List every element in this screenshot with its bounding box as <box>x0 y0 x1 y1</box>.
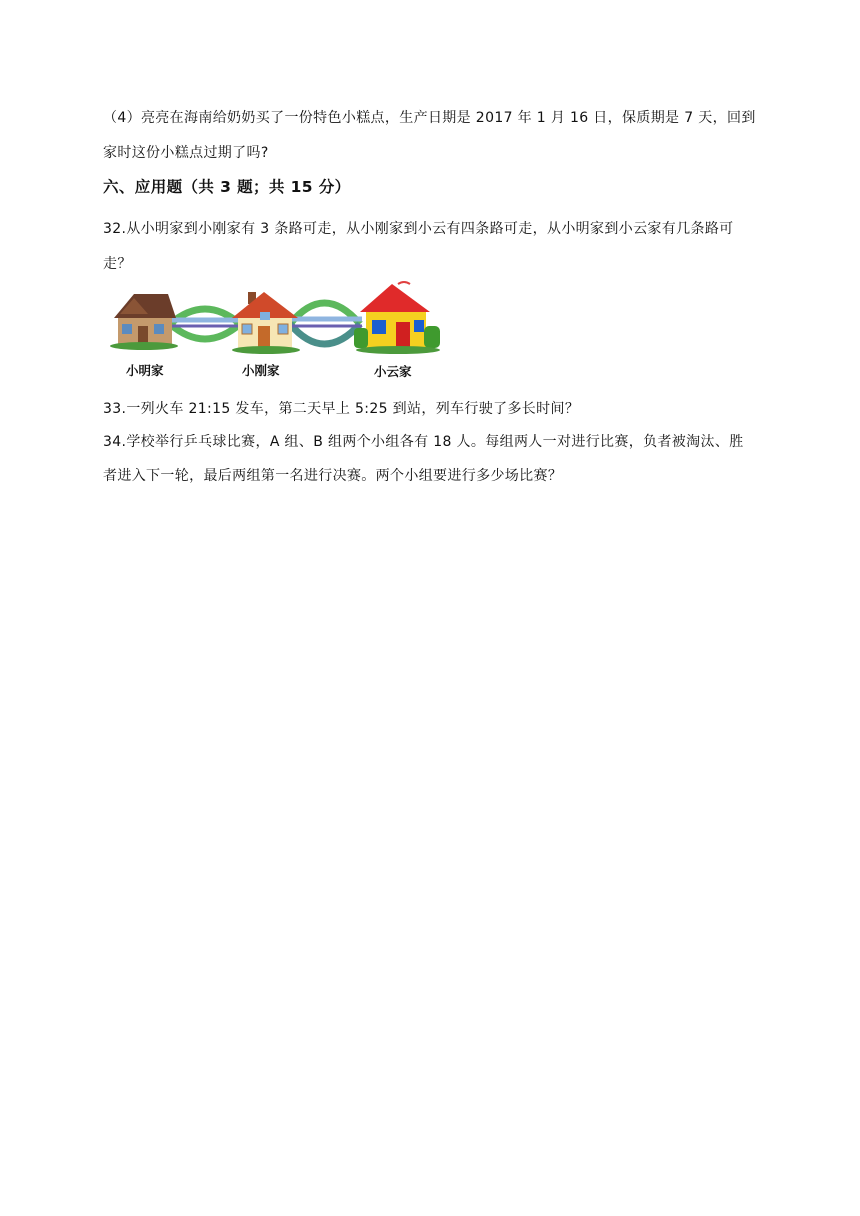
house-xiaogang-icon <box>232 292 300 354</box>
q33-text: 33.一列火车 21:15 发车，第二天早上 5:25 到站，列车行驶了多长时间？ <box>103 401 580 417</box>
route-illustration <box>108 280 448 382</box>
route-illustration-svg <box>108 280 448 382</box>
q32-line2: 走？ <box>103 256 132 272</box>
house-xiaoyun-icon <box>354 282 440 354</box>
label-xiaoyun: 小云家 <box>374 364 412 379</box>
q32-line1: 32.从小明家到小刚家有 3 条路可走，从小刚家到小云有四条路可走，从小明家到小云家有几条路可 <box>103 221 734 237</box>
label-xiaogang: 小刚家 <box>242 363 280 378</box>
label-xiaoming: 小明家 <box>126 363 164 378</box>
q31-part4-line2: 家时这份小糕点过期了吗? <box>103 145 269 161</box>
house-xiaoming-icon <box>110 294 178 350</box>
q31-part4-line1: （4）亮亮在海南给奶奶买了一份特色小糕点，生产日期是 2017 年 1 月 16 日，保质期是 7 天，回到 <box>103 110 756 126</box>
q34-line2: 者进入下一轮，最后两组第一名进行决赛。两个小组要进行多少场比赛？ <box>103 468 563 484</box>
q34-line1: 34.学校举行乒乓球比赛，A 组、B 组两个小组各有 18 人。每组两人一对进行比赛，负者被淘汰、胜 <box>103 434 744 450</box>
roads-xiaoming-xiaogang <box>168 309 242 339</box>
section6-heading: 六、应用题（共 3 题；共 15 分） <box>103 178 351 196</box>
roads-xiaogang-xiaoyun <box>288 303 362 344</box>
